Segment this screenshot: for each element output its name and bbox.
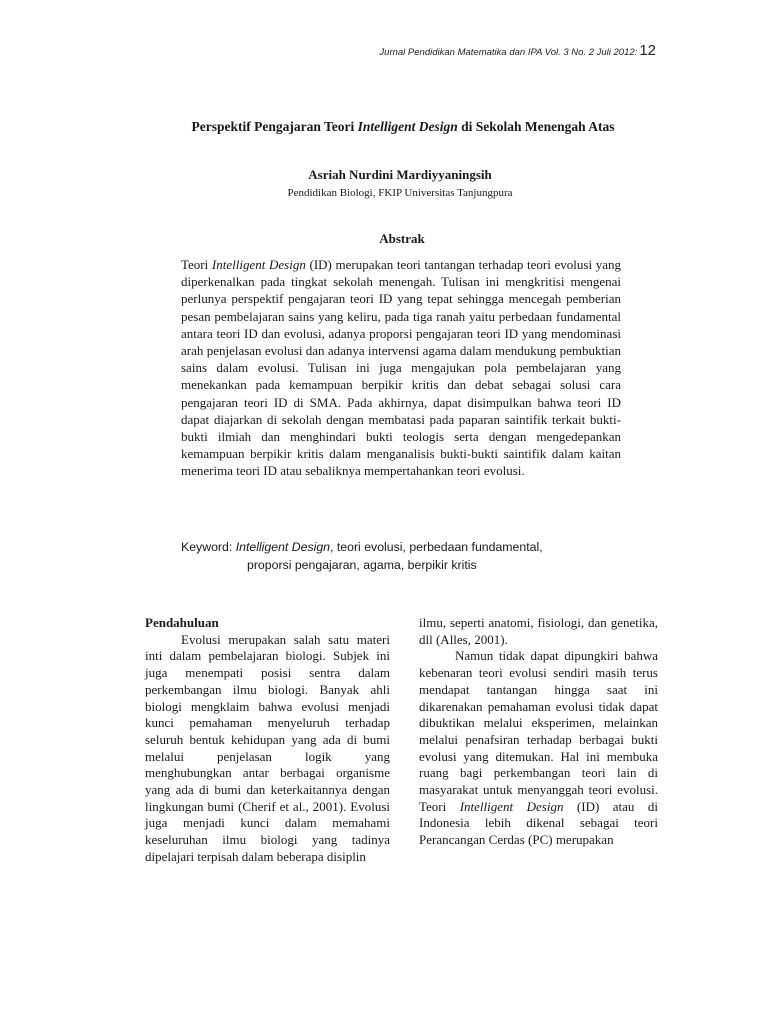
- keywords-italic: Intelligent Design: [235, 540, 331, 554]
- abstract-text: [181, 256, 621, 480]
- running-header: [379, 42, 656, 59]
- abstract-heading: Abstrak: [379, 231, 425, 246]
- title-part-1: Perspektif Pengajaran Teori: [191, 119, 358, 134]
- intro-p2-italic: Intelligent Design: [459, 798, 564, 814]
- intro-paragraph-2: [419, 648, 658, 848]
- left-column: [145, 615, 390, 866]
- keywords-label: Keyword:: [181, 540, 236, 554]
- abstract-lead-italic: Intelligent Design: [211, 257, 306, 272]
- journal-citation: Jurnal Pendidikan Matematika dan IPA Vol. 3 No. 2 Juli 2012:: [379, 47, 638, 58]
- intro-paragraph-1-continued: ilmu, seperti anatomi, fisiologi, dan genetika, dll (Alles, 2001).: [419, 615, 658, 647]
- abstract-lead: Teori: [181, 257, 212, 272]
- intro-p2-before: Namun tidak dapat dipungkiri bahwa kebenaran teori evolusi sendiri masih terus mendapat tantangan hingga saat ini dikarenakan pemahaman evolusi tidak dapat dibuktikan melalui eksperimen, melainkan melalui penafsiran terhadap berbagai bukti evolusi yang ditemukan. Hal ini membuka ruang bagi perkembangan teori lain di masyarakat untuk menyanggah teori evolusi. Teori: [419, 648, 658, 814]
- author-affiliation: Pendidikan Biologi, FKIP Universitas Tanjungpura: [287, 187, 513, 199]
- author-name: Asriah Nurdini Mardiyyaningsih: [308, 167, 492, 182]
- abstract-body: (ID) merupakan teori tantangan terhadap teori evolusi yang diperkenalkan pada tingkat sekolah menengah. Tulisan ini mengkritisi mengenai perlunya perspektif pengajaran teori ID yang tepat sehingga mencegah pemberian pesan pembelajaran sains yang keliru, pada tiga ranah yaitu perbedaan fundamental antara teori ID dan evolusi, adanya proporsi pengajaran teori ID yang mendominasi arah penjelasan evolusi dan adanya intervensi agama dalam mendukung pembuktian sains dalam evolusi. Tulisan ini juga mengajukan pola pembelajaran yang menekankan pada kemampuan berpikir kritis dan debat sebagai solusi cara pengajaran teori ID di SMA. Pada akhirnya, dapat disimpulkan bahwa teori ID dapat diajarkan di sekolah dengan membatasi pada paparan saintifik terkait bukti-bukti ilmiah dan menghindari bukti teologis serta dengan mengedepankan kemampuan berpikir kritis dalam menganalisis bukti-bukti saintifik dalam kaitan menerima teori ID atau sebaliknya mempertahankan teori evolusi.: [181, 257, 621, 479]
- keywords-rest: , teori evolusi, perbedaan fundamental,: [330, 540, 543, 554]
- paper-title: [0, 119, 768, 135]
- keywords-line-2: proporsi pengajaran, agama, berpikir kritis: [247, 558, 477, 572]
- page-number: 12: [639, 42, 656, 59]
- keywords: [181, 538, 621, 574]
- right-column: [419, 615, 658, 849]
- intro-paragraph-1: Evolusi merupakan salah satu materi inti dalam pembelajaran biologi. Subjek ini juga menempati posisi sentra dalam perkembangan ilmu biologi. Banyak ahli biologi mengklaim bahwa evolusi menjadi kunci pemahaman menyeluruh terhadap seluruh bentuk kehidupan yang ada di bumi melalui penjelasan logik yang menghubungkan antar berbagai organisme yang ada di bumi dan keterkaitannya dengan lingkungan bumi (Cherif et al., 2001). Evolusi juga menjadi kunci dalam memahami keseluruhan ilmu biologi yang tadinya dipelajari terpisah dalam beberapa disiplin: [145, 631, 390, 864]
- section-heading-pendahuluan: Pendahuluan: [145, 615, 219, 630]
- title-part-2: di Sekolah Menengah Atas: [457, 119, 615, 134]
- intro-p2-after: (ID) atau di Indonesia lebih dikenal sebagai teori Perancangan Cerdas (PC) merupakan: [419, 798, 658, 848]
- title-italic: Intelligent Design: [357, 119, 458, 134]
- keywords-line-1: [181, 538, 621, 556]
